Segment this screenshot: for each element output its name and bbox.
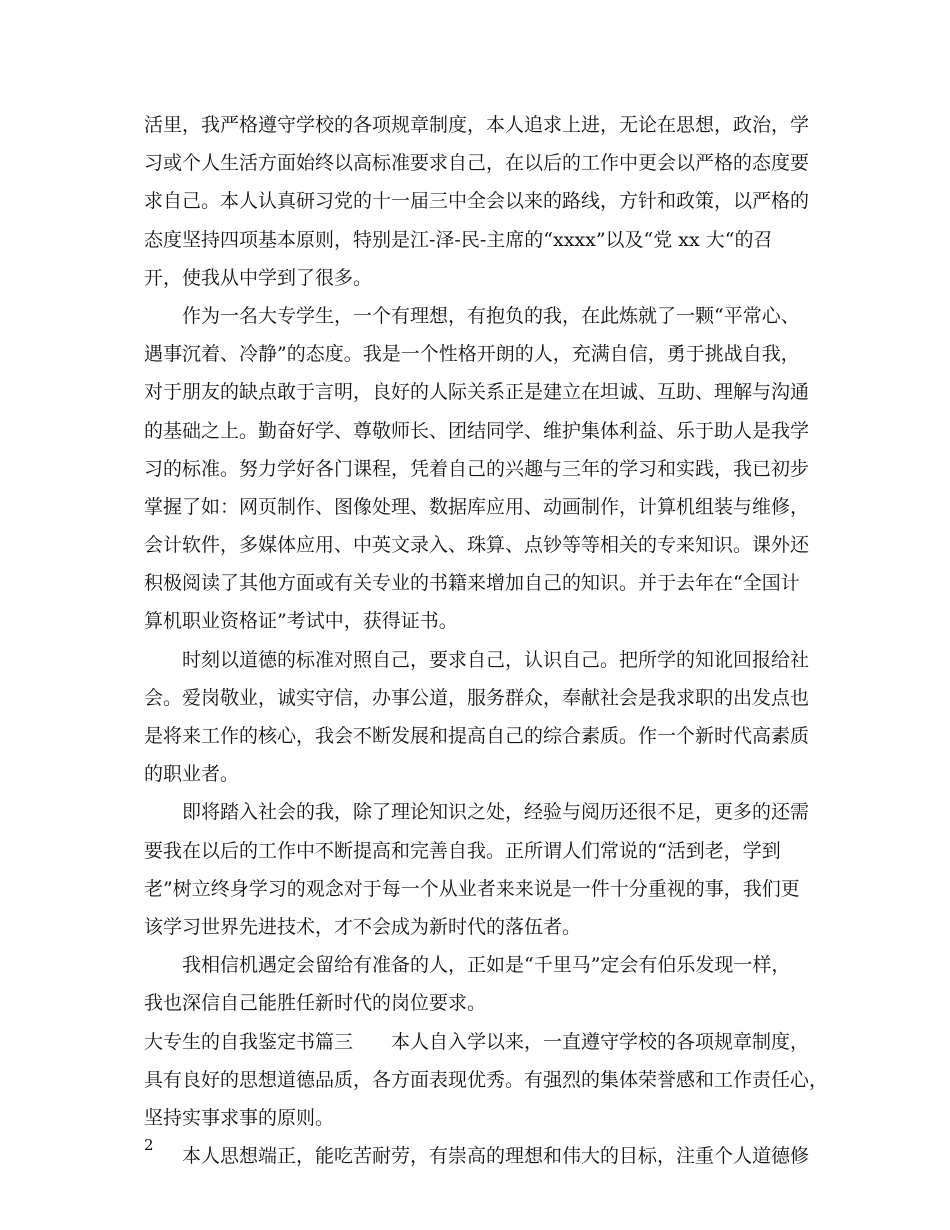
text-line: 是将来工作的核心，我会不断发展和提高自己的综合素质。作一个新时代高素质 (144, 725, 810, 747)
text-line: 老”树立终身学习的观念对于每一个从业者来来说是一件十分重视的事，我们更 (144, 877, 800, 900)
text-line: 掌握了如：网页制作、图像处理、数据库应用、动画制作，计算机组装与维修， (144, 495, 810, 518)
text-line: 本人思想端正，能吃苦耐劳，有崇高的理想和伟大的目标，注重个人道德修 (182, 1145, 810, 1168)
text-line: 我也深信自己能胜任新时代的岗位要求。 (144, 992, 487, 1015)
text-line: 我相信机遇定会留给有准备的人，正如是“千里马”定会有伯乐发现一样， (182, 954, 791, 977)
text-line: 活里，我严格遵守学校的各项规章制度，本人追求上进，无论在思想，政治，学 (144, 114, 810, 136)
text-line: 时刻以道德的标准对照自己，要求自己，认识自己。把所学的知讹回报给社 (182, 648, 810, 671)
text-line: 会计软件，多媒体应用、中英文录入、珠算、点钞等等相关的专来知识。课外还 (144, 534, 810, 557)
text-line: 要我在以后的工作中不断提高和完善自我。正所谓人们常说的“活到老，学到 (144, 839, 781, 862)
text-line: 算机职业资格证”考试中，获得证书。 (144, 610, 458, 633)
text-line: 大专生的自我鉴定书篇三 本人自入学以来，一直遵守学校的各项规章制度， (144, 1030, 810, 1053)
page-number: 2 (144, 1136, 154, 1154)
text-line: 坚持实事求事的原则。 (144, 1106, 335, 1129)
text-line: 习或个人生活方面始终以高标准要求自己，在以后的工作中更会以严格的态度要 (144, 152, 810, 175)
text-line: 习的标准。努力学好各门课程，凭着自己的兴趣与三年的学习和实践，我已初步 (144, 457, 810, 480)
text-line: 遇事沉着、冷静”的态度。我是一个性格开朗的人，充满自信，勇于挑战自我， (144, 343, 800, 366)
text-line: 态度坚持四项基本原则，特别是江-泽-民-主席的“xxxx”以及“党 xx 大“的召 (144, 228, 773, 251)
text-line: 对于朋友的缺点敢于言明，良好的人际关系正是建立在坦诚、互助、理解与沟通 (144, 381, 810, 404)
text-line: 具有良好的思想道德品质，各方面表现优秀。有强烈的集体荣誉感和工作责任心， (144, 1068, 829, 1091)
text-line: 的基础之上。勤奋好学、尊敬师长、团结同学、维护集体利益、乐于助人是我学 (144, 419, 810, 442)
text-line: 会。爱岗敬业，诚实守信，办事公道，服务群众，奉献社会是我求职的出发点也 (144, 686, 810, 709)
text-line: 求自己。本人认真研习党的十一届三中全会以来的路线，方针和政策，以严格的 (144, 190, 810, 213)
text-line: 的职业者。 (144, 763, 240, 786)
text-line: 积极阅读了其他方面或有关专业的书籍来增加自己的知识。并于去年在“全国计 (144, 572, 800, 595)
text-line: 即将踏入社会的我，除了理论知识之处，经验与阅历还很不足，更多的还需 (182, 801, 810, 824)
text-line: 开，使我从中学到了很多。 (144, 266, 373, 289)
text-line: 作为一名大专学生，一个有理想，有抱负的我，在此炼就了一颗“平常心、 (182, 304, 800, 327)
document-body (144, 106, 829, 1175)
text-line: 该学习世界先进技术，才不会成为新时代的落伍者。 (144, 915, 582, 938)
